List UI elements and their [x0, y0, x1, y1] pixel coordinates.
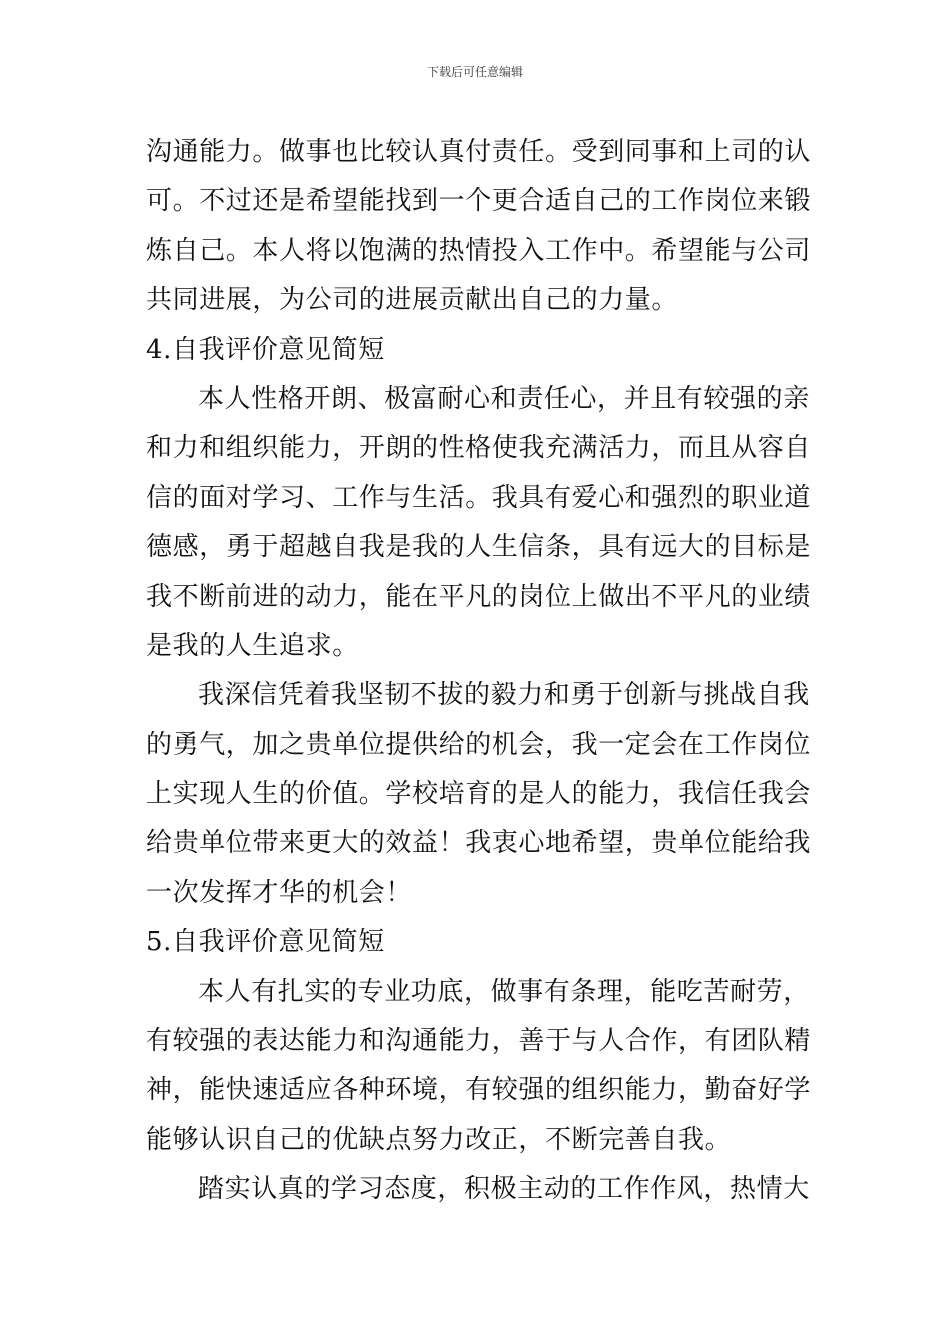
text-line: 有较强的表达能力和沟通能力，善于与人合作，有团队精 — [146, 1026, 812, 1057]
text-line: 上实现人生的价值。学校培育的是人的能力，我信任我会 — [146, 779, 812, 810]
text-line: 我深信凭着我坚韧不拔的毅力和勇于创新与挑战自我 — [198, 680, 810, 711]
text-line: 沟通能力。做事也比较认真付责任。受到同事和上司的认 — [146, 137, 812, 167]
text-line: 一次发挥才华的机会！ — [146, 877, 413, 908]
text-line: 信的面对学习、工作与生活。我具有爱心和强烈的职业道 — [146, 482, 812, 513]
text-line: 的勇气，加之贵单位提供给的机会，我一定会在工作岗位 — [146, 729, 812, 760]
text-line: 炼自己。本人将以饱满的热情投入工作中。希望能与公司 — [146, 235, 812, 266]
page-header-note: 下载后可任意编辑 — [426, 65, 523, 79]
text-line: 本人性格开朗、极富耐心和责任心，并且有较强的亲 — [198, 383, 810, 414]
text-line: 我不断前进的动力，能在平凡的岗位上做出不平凡的业绩 — [146, 581, 812, 612]
document-body — [146, 128, 810, 1215]
text-line: 共同进展，为公司的进展贡献出自己的力量。 — [146, 285, 679, 316]
text-line: 神，能快速适应各种环境，有较强的组织能力，勤奋好学 — [146, 1075, 812, 1106]
text-line: 可。不过还是希望能找到一个更合适自己的工作岗位来锻 — [146, 186, 812, 217]
text-line: 5.自我评价意见简短 — [146, 927, 385, 958]
text-line: 踏实认真的学习态度，积极主动的工作作风，热情大 — [198, 1174, 810, 1205]
text-line: 能够认识自己的优缺点努力改正，不断完善自我。 — [146, 1124, 732, 1155]
text-line: 和力和组织能力，开朗的性格使我充满活力，而且从容自 — [146, 433, 812, 464]
text-line: 4.自我评价意见简短 — [146, 334, 385, 365]
text-line: 给贵单位带来更大的效益！我衷心地希望，贵单位能给我 — [146, 828, 812, 859]
text-line: 是我的人生追求。 — [146, 630, 359, 661]
text-line: 德感，勇于超越自我是我的人生信条，具有远大的目标是 — [146, 532, 812, 563]
text-line: 本人有扎实的专业功底，做事有条理，能吃苦耐劳， — [198, 976, 810, 1007]
